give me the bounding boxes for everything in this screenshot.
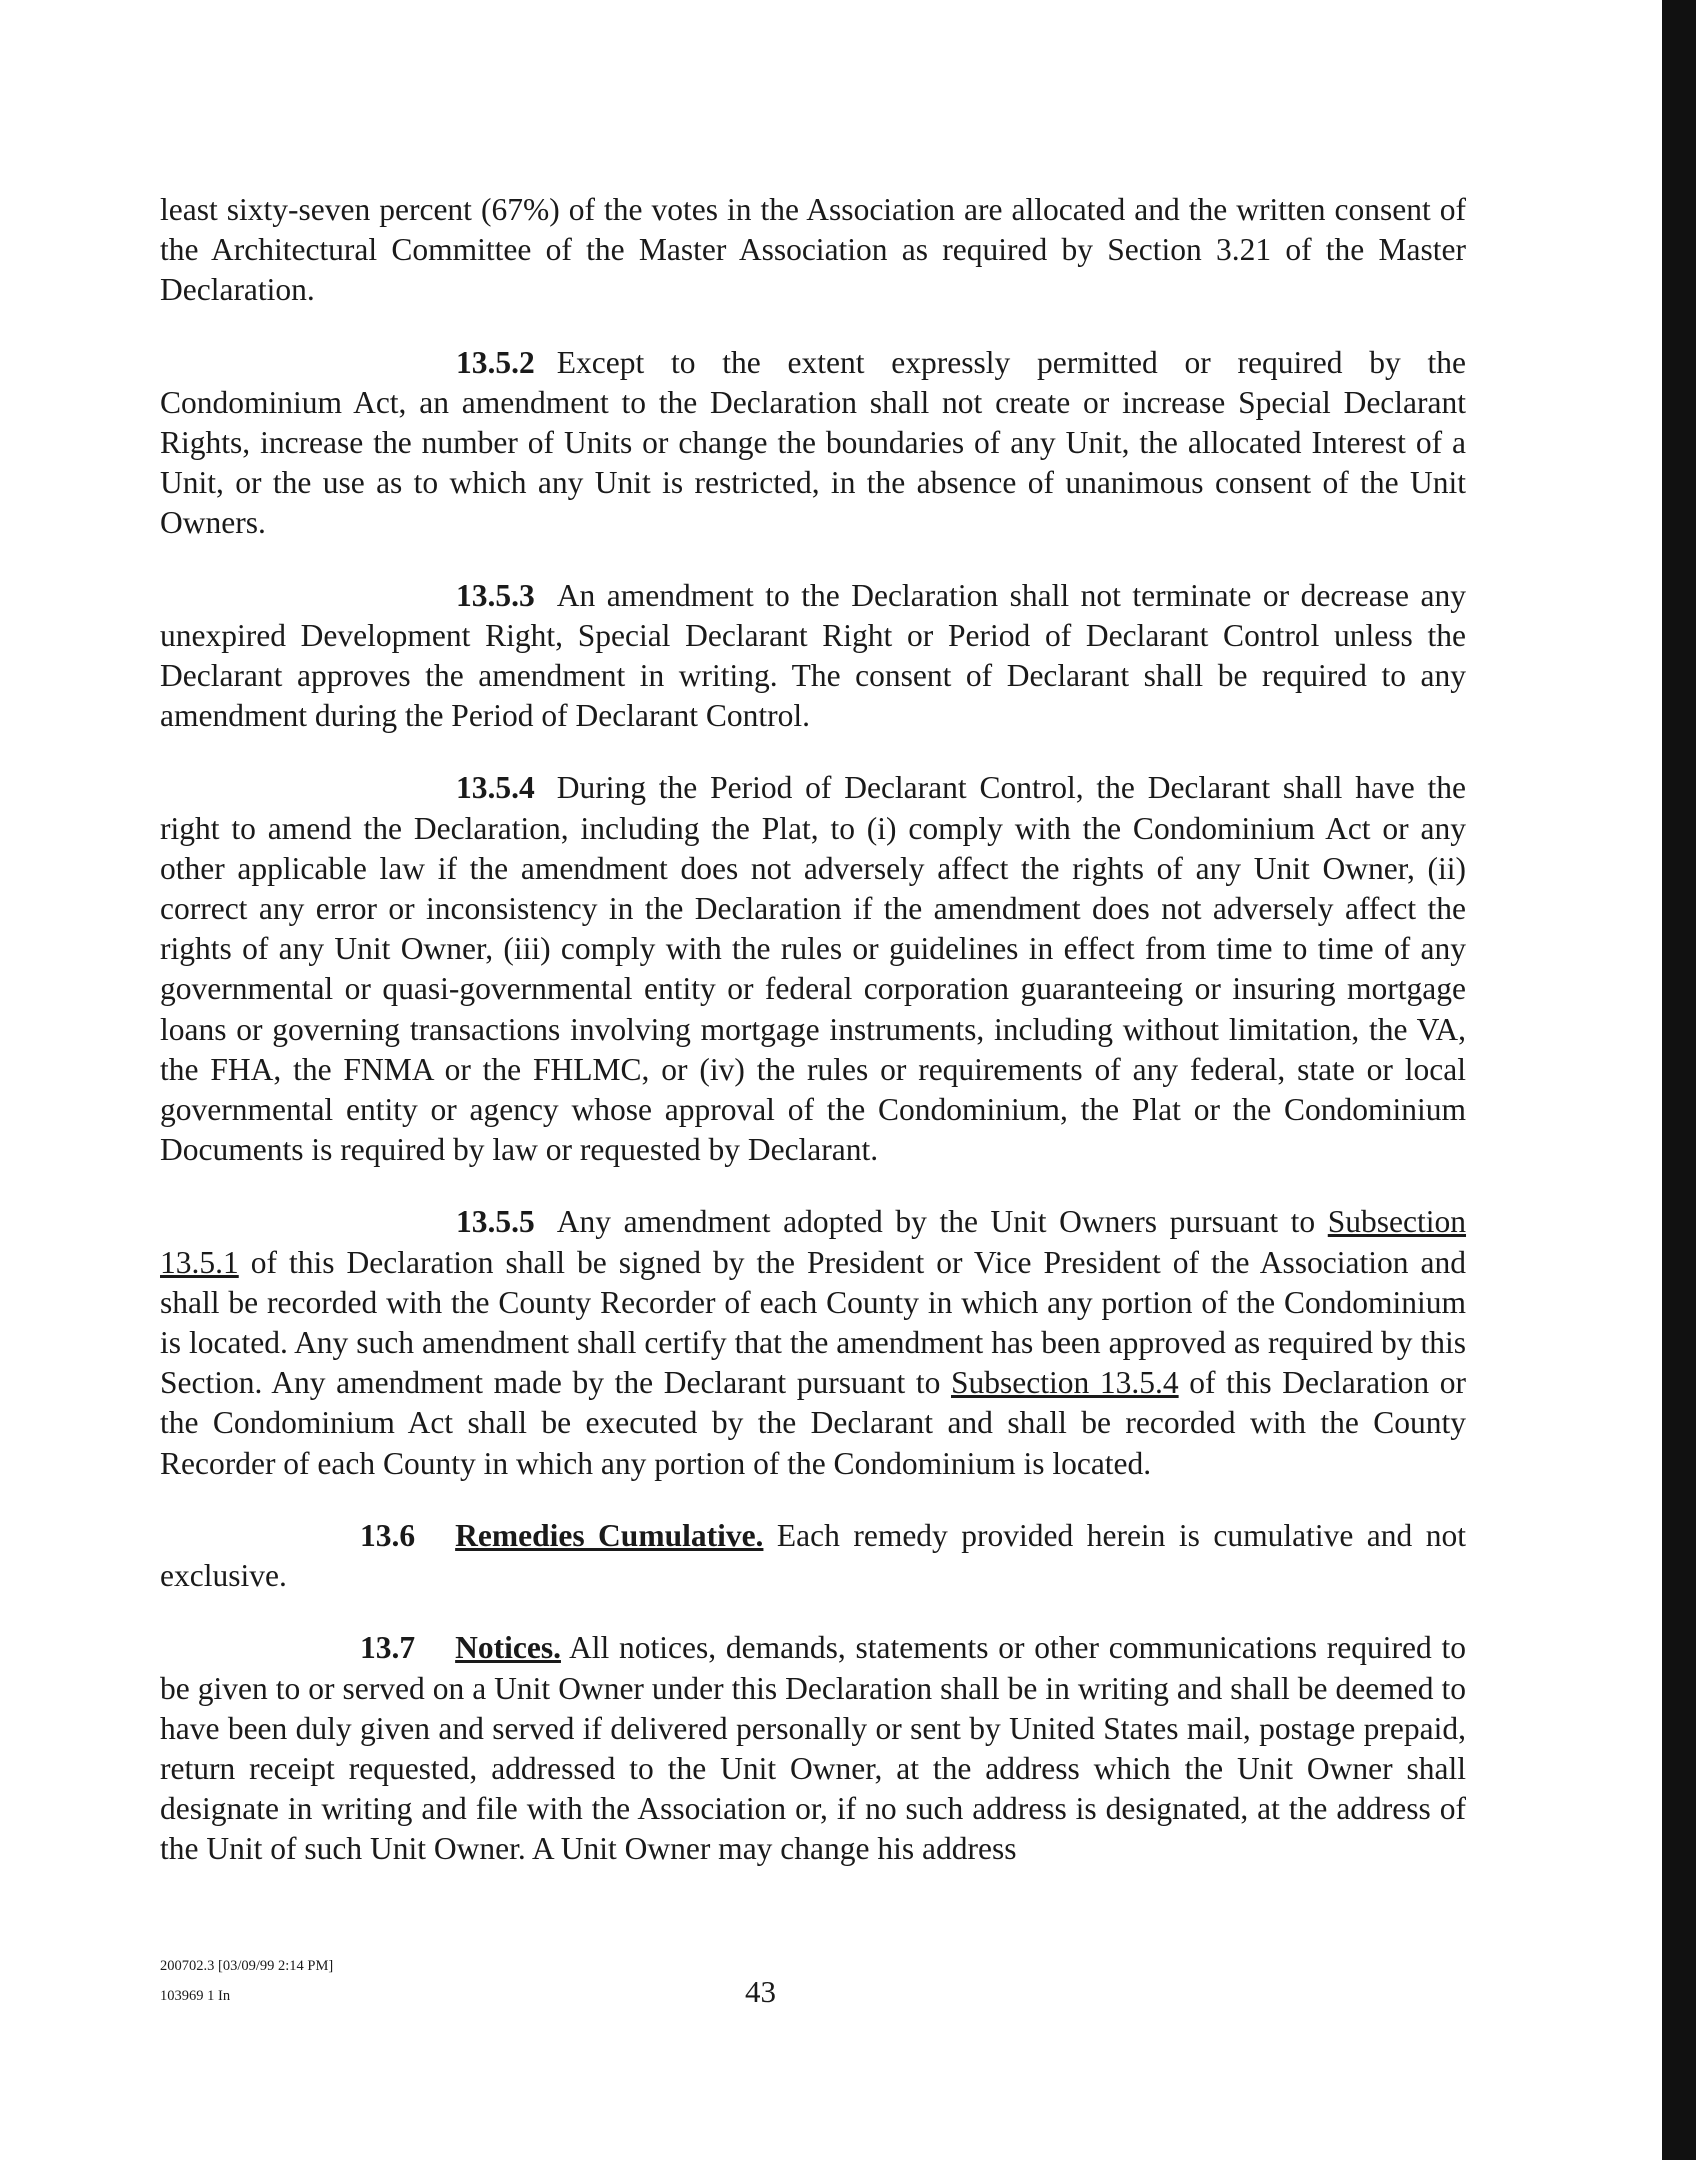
section-number: 13.5.3 [456,577,535,613]
page-number: 43 [745,1974,776,2009]
section-13-5-4 [160,768,1466,1170]
section-13-5-3 [160,576,1466,737]
scan-edge-shadow [1662,0,1696,2160]
section-heading: Remedies Cumulative. [455,1517,764,1553]
section-13-5-2 [160,343,1466,544]
subsection-reference-link: Subsection 13.5.1 [160,1204,1467,1280]
paragraph-text: An amendment to the Declaration shall not terminate or decrease any unexpired Development Right, Special Declarant Right or Period of Declarant Control unless the Declarant approves the amendment in writing. The consent of Declarant shall be required to any amendment during the Period of Declarant Control. [160,577,1466,734]
section-number: 13.5.4 [456,770,535,806]
paragraph-text: Each remedy provided herein is cumulative and not exclusive. [160,1517,1467,1594]
document-body [160,190,1466,1870]
paragraph-text: of this Declaration or the Condominium Act shall be executed by the Declarant and shall be recorded with the County Recorder of each County in which any portion of the Condominium is located. [160,1365,1467,1481]
paragraph-text: Any amendment adopted by the Unit Owners pursuant to [556,1204,1316,1240]
section-13-5-5 [160,1202,1466,1483]
section-number: 13.5.5 [456,1204,535,1240]
paragraph-continuation [160,190,1466,311]
paragraph-text: All notices, demands, statements or other communications required to be given to or served on a Unit Owner under this Declaration shall be in writing and shall be deemed to have been duly given and served if delivered personally or sent by United States mail, postage prepaid, return receipt requested, addressed to the Unit Owner, at the address which the Unit Owner shall designate in writing and file with the Association or, if no such address is designated, at the address of the Unit of such Unit Owner. A Unit Owner may change his address [160,1630,1466,1867]
paragraph-text: During the Period of Declarant Control, the Declarant shall have the right to amend the Declaration, including the Plat, to (i) comply with the Condominium Act or any other applicable law if the amendment does not adversely affect the rights of any Unit Owner, (ii) correct any error or inconsistency in the Declaration if the amendment does not adversely affect the rights of any Unit Owner, (iii) comply with the rules or guidelines in effect from time to time of any governmental or quasi-governmental entity or federal corporation guaranteeing or insuring mortgage loans or governing transactions involving mortgage instruments, including without limitation, the VA, the FHA, the FNMA or the FHLMC, or (iv) the rules or requirements of any federal, state or local governmental entity or agency whose approval of the Condominium, the Plat or the Condominium Documents is required by law or requested by Declarant. [160,770,1466,1168]
section-number: 13.5.2 [456,344,535,380]
footer-file-code: 103969 1 In [160,1988,231,2004]
section-13-6 [160,1516,1466,1596]
footer-document-code: 200702.3 [03/09/99 2:14 PM] [160,1958,334,1974]
subsection-reference-link: Subsection 13.5.4 [951,1365,1179,1401]
paragraph-text: Except to the extent expressly permitted or required by the Condominium Act, an amendment to the Declaration shall not create or increase Special Declarant Rights, increase the number of Units or change the boundaries of any Unit, the allocated Interest of a Unit, or the use as to which any Unit is restricted, in the absence of unanimous consent of the Unit Owners. [160,344,1466,541]
section-number: 13.7 [360,1630,416,1666]
paragraph-text: least sixty-seven percent (67%) of the votes in the Association are allocated and the written consent of the Architectural Committee of the Master Association as required by Section 3.21 of the Master Declaration. [160,192,1466,308]
section-heading: Notices. [455,1630,561,1666]
section-13-7 [160,1628,1466,1869]
section-number: 13.6 [360,1517,416,1553]
paragraph-text: of this Declaration shall be signed by the President or Vice President of the Association and shall be recorded with the County Recorder of each County in which any portion of the Condominium is located. Any such amendment shall certify that the amendment has been approved as required by this Section. Any amendment made by the Declarant pursuant to [160,1244,1466,1401]
